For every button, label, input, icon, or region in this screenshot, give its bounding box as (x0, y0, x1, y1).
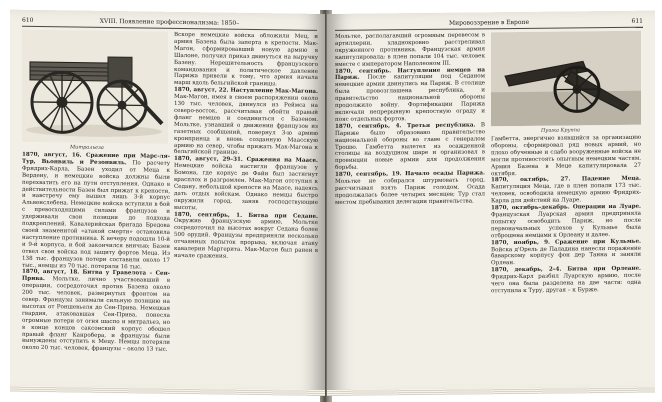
entry-text: Французская Луарская армия предприняла попытку освободить Париж, но после первоначальных успехов у Кульмье была отброшена немцами к Орлеану и далее. (491, 210, 641, 239)
entry-text: Мак-Магон, имея в своем распоряжении около 130 тыс. человек, двинулся из Реймса на северо-восток, рассчитывая обойти правый фланг немцев и соединиться с Базеном. Мольтке, узнавший о движении французов из газетных сообщений, повернул 3-ю армию кронпринца и вновь созданную Маасскую армию на север, чтобы прижать Мак-Магона к бельгийской границе. (174, 94, 318, 157)
right-page-column-1 (335, 32, 485, 392)
entry-text: Капитуляция Меца, где в плен попали 173 тыс. человек, освободила немецкую армию Фридрих-Карла для действий на Луаре. (491, 183, 641, 205)
entry-heading: 1870, сентябрь. Наступление немцев на Париж. (335, 66, 485, 82)
right-running-head (335, 17, 643, 31)
entry-heading: 1870, декабрь, 2–4. Битва при Орлеане. (491, 265, 641, 274)
entry-text: Окружив французскую армию, Мольтке сосредоточил на высотах вокруг Седана более 500 орудий. Французы предприняли несколько отчаянных попыток прорыва, включая атаку кавалерии Маргерита. Мак-Магон был ранен в начале сражения. (174, 218, 318, 260)
mitrailleuse-caption: Митральеза (70, 144, 104, 151)
entry-text: Фридрих-Карл разбил Луарскую армию, после чего она была разделена на две части: одна отступила к Туру, другая – к Бурже. (491, 272, 641, 295)
entry-heading: 1870, октябрь, 27. Падение Меца. (491, 176, 641, 184)
left-page-column-2 (174, 32, 318, 392)
left-page (10, 10, 325, 396)
left-running-title: XVIII. Появление профессионализма: 1850– (99, 17, 240, 27)
krupp-cannon-figure (491, 31, 641, 127)
entry-text: Мольтке, располагавший огромным перевесом в артиллерии, хладнокровно расстреливал окруженного противника. Французская армия капитулировала; в плен попали 104 тыс. человек вместе с императором Наполеоном III. (335, 32, 485, 68)
entry-text: В Париже было образовано правительство национальной обороны во главе с генералом Трошю. Гамбетта вылетел из осажденной столицы на воздушном шаре и организовал в провинции новые армии для продолжения борьбы. (335, 122, 485, 172)
entry-text: Немецкие войска настигли французов у Бомона, где корпус де Файи был застигнут врасплох и разгромлен. Мак-Магон отступил к Седану, небольшой крепости на Маасе, надеясь дать отдых войскам. Однако немцы быстро окружили город, заняв господствующие высоты. (174, 163, 318, 211)
entry-heading: 1870, август, 22. Наступление Мак-Магона. (174, 87, 318, 96)
entry-heading: 1870, сентябрь, 1. Битва при Седане. (174, 211, 318, 220)
mitrailleuse-illustration (22, 30, 168, 144)
left-page-column-1 (22, 152, 170, 390)
right-page-number: 611 (631, 17, 643, 25)
entry-heading: 1870, сентябрь, 19. Начало осады Парижа. (335, 170, 485, 179)
entry-text: По расчету Фридрих-Карла, Базен уходил от Меца к Вердену, и немецкие войска должны были перехватить его на пути отступления. Однако в действительности Базен был прижат к крепости, и навстречу ему вышел лишь 3-й корпус Альвенслебена. Немецкие войска вступили в бой с превосходящими силами французов и удерживали свои позиции до подхода подкреплений. Кавалерийская бригада Бредова своей знаменитой «атакой смерти» остановила наступление противника. К вечеру подошли 10-й и 9-й корпуса, и бой закончился вничью; Базен отвел свои войска под защиту фортов Меца. Из 138 тыс. французов потери составили около 17 тыс., немцы из 70 тыс. потеряли 16 тыс. (22, 160, 170, 270)
entry-text: Гамбетта, энергично взявшийся за организацию обороны, сформировал ряд новых армий, но плохо обученные и слабо вооруженные войска не могли противостоять опытным немецким частям. Армия Базена в Меце капитулировала 27 октября. (491, 134, 641, 177)
entry-heading: 1870, август, 29–31. Сражения на Маасе. (174, 156, 318, 165)
entry-text: Войска д'Орель де Паладина нанесли поражение баварскому корпусу фон дер Танна и заняли Орлеан. (491, 245, 641, 267)
entry-heading: 1870, август, 16. Сражение при Марс-ля-Тур, Вьонвиль и Резонвиль. (22, 151, 170, 167)
entry-heading: 1870, август, 18. Битва у Гравелота – Сен-Прива. (22, 269, 170, 283)
right-page (327, 11, 655, 396)
krupp-cannon-illustration (491, 31, 641, 127)
entry-heading: 1870, ноябрь, 9. Сражение при Кульмье. (491, 238, 641, 246)
right-page-column-2 (491, 135, 641, 391)
right-running-title: Мировоззрение в Европе (448, 18, 530, 27)
entry-heading: 1870, сентябрь, 4. Третья республика. (335, 122, 476, 130)
mitrailleuse-figure (22, 30, 168, 144)
entry-heading: 1870, октябрь–декабрь. Операции на Луаре. (491, 203, 641, 212)
entry-text: Мольтке не собирался штурмовать город, рассчитывая взять Париж голодом. Осада продолжалась более четырех месяцев; Тур стал местом пребывания делегации правительства. (335, 177, 485, 206)
left-running-head (22, 16, 317, 31)
entry-text: Мольтке, лично участвовавший в операции, сосредоточил против Базена около 200 тыс. человек, развернутых фронтом на север. Французы занимали сильную позицию на высотах от Роншевьеля до Сен-Прива. Немецкая гвардия, атаковавшая Сен-Прива, понесла огромные потери от огня шаспо и митральез, но в конце концов саксонский корпус обошел правый фланг Канробера, и французы были вынуждены отступить к Мецу. Немцы потеряли около 20 тыс. человек, французы – около 13 тыс. (22, 276, 170, 354)
left-page-number: 610 (22, 16, 34, 24)
entry-text: Вскоре немецкие войска обложили Мец, и армия Базена была заперта в крепости. Мак-Магон, сформировавший новую армию в Шалоне, получил приказ двинуться на выручку Базену. Нерешительность французского командования и политическое давление Парижа привели к тому, что армия начала марш вдоль бельгийской границы. (174, 31, 318, 88)
krupp-cannon-caption: Пушка Круппа (541, 127, 580, 134)
entry-text: После капитуляции под Седаном немецкие армии двинулись на Париж. В столице была провозглашена республика, и правительство национальной обороны продолжило войну. Фортификации Парижа включали непрерывную крепостную ограду и пояс отдельных фортов. (335, 73, 485, 123)
